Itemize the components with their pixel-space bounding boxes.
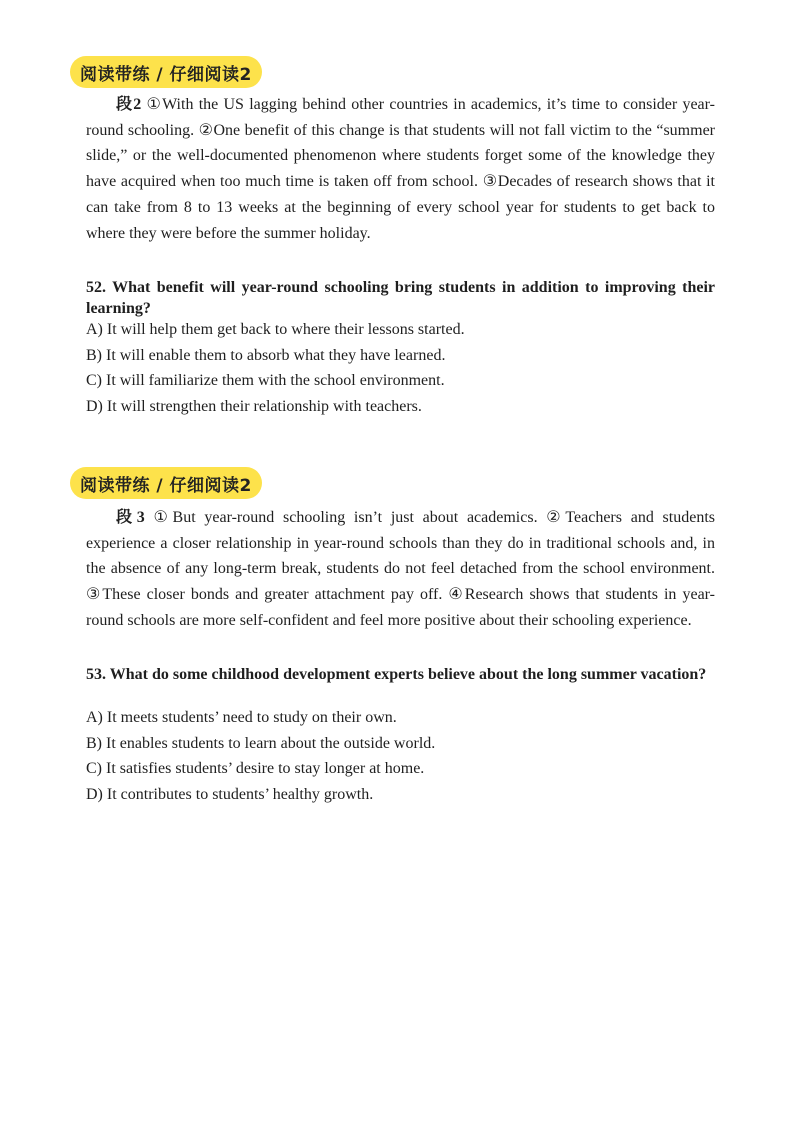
option-b[interactable]: B) It enables students to learn about the outside world. [86,734,436,752]
option-a[interactable]: A) It meets students’ need to study on their own. [86,709,397,726]
option-d[interactable]: D) It contributes to students’ healthy growth. [86,786,374,804]
section-badge [70,467,262,499]
question-text: 53. What do some childhood development experts believe about the long summer vacation? [86,666,707,683]
reading-paragraph [86,505,715,634]
option-c[interactable]: C) It satisfies students’ desire to stay longer at home. [86,760,425,778]
answer-options [86,317,715,420]
section-badge-label: 阅读带练 / 仔细阅读2 [80,64,252,85]
segment-label: 段3 [116,509,145,526]
section-badge [70,56,262,88]
segment-label: 段2 [116,96,142,113]
answer-options [86,705,715,808]
reading-paragraph [86,92,715,246]
question-text: 52. What benefit will year-round schooling bring students in addition to improving their learning? [86,279,715,317]
paragraph-text: ①But year-round schooling isn’t just about academics. ②Teachers and students experience a closer relationship in year-round schools than they do in traditional schools and, in the absence of any long-term break, students do not feel detached from the school environment. ③These closer bonds and greater attachment pay off. ④Research shows that students in year-round schools are more self-confident and feel more positive about their schooling experience. [86,509,715,629]
paragraph-text: ①With the US lagging behind other countries in academics, it’s time to consider year-round schooling. ②One benefit of this change is that students will not fall victim to the “summer slide,” or the well-documented phenomenon where students forget some of the knowledge they have acquired when too much time is taken off from school. ③Decades of research shows that it can take from 8 to 13 weeks at the beginning of every school year for students to get back to where they were before the summer holiday. [86,96,715,242]
option-d[interactable]: D) It will strengthen their relationship with teachers. [86,398,422,416]
option-b[interactable]: B) It will enable them to absorb what they have learned. [86,346,446,364]
option-c[interactable]: C) It will familiarize them with the school environment. [86,372,445,390]
section-badge-label: 阅读带练 / 仔细阅读2 [80,475,252,496]
option-a[interactable]: A) It will help them get back to where their lessons started. [86,321,465,338]
